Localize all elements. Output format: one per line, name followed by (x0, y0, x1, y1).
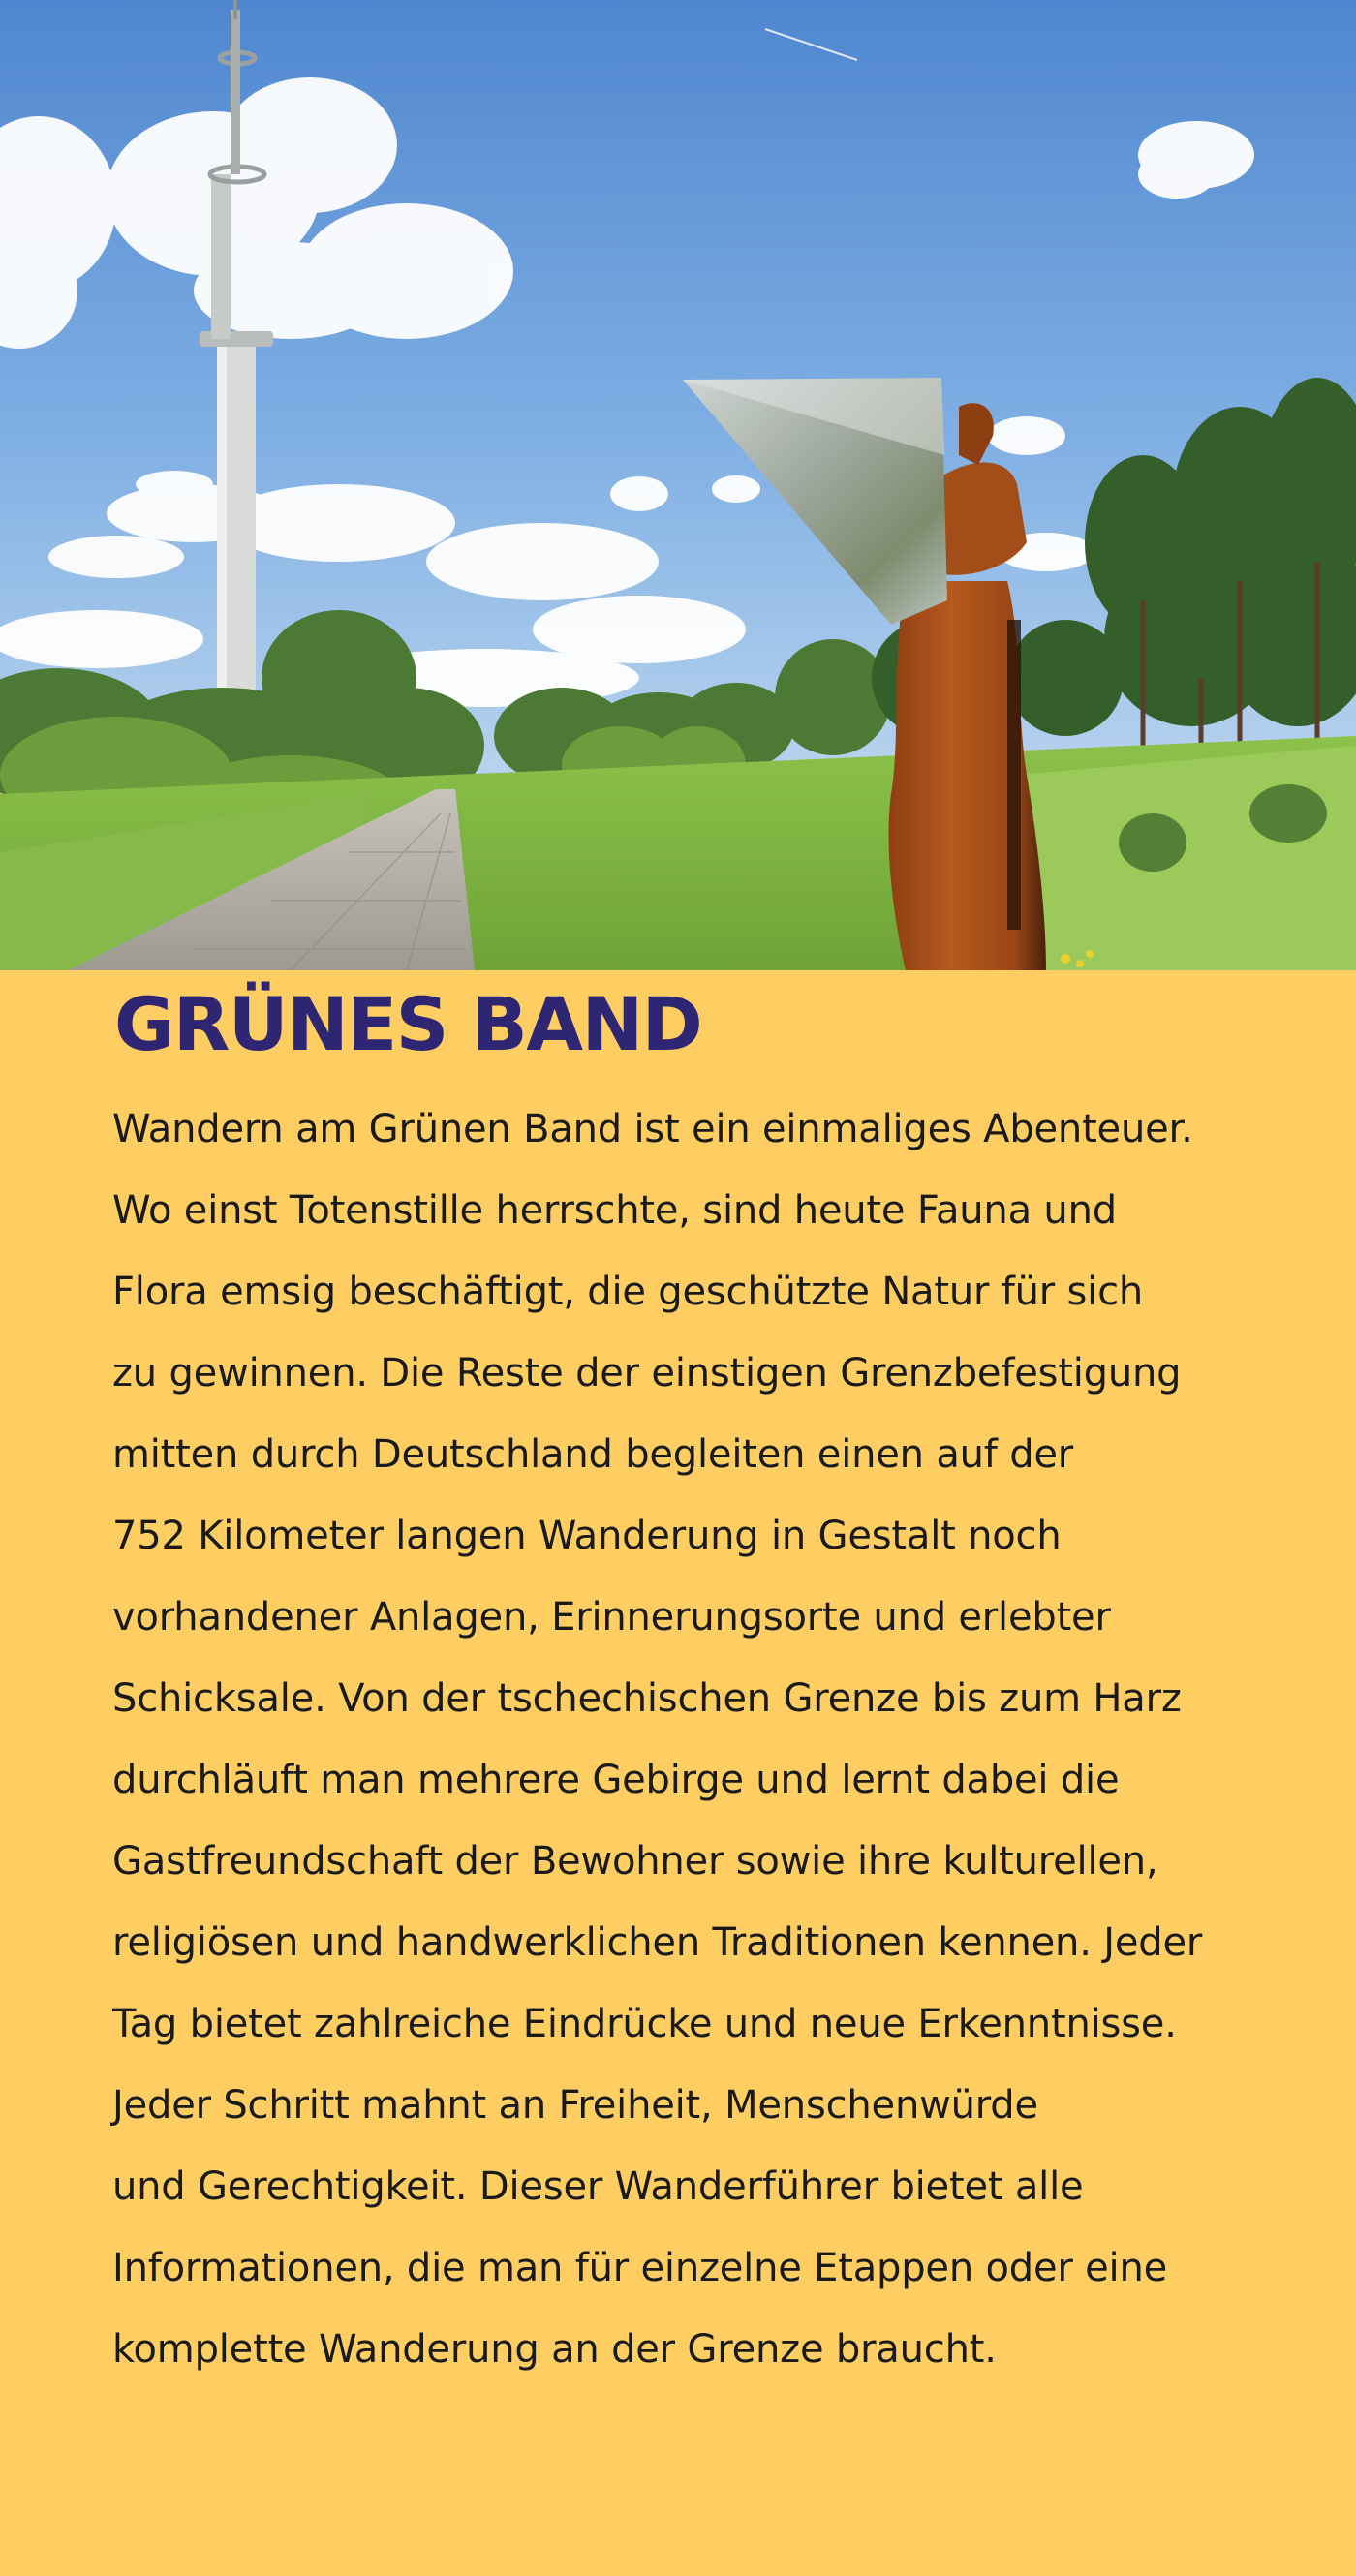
body-line: komplette Wanderung an der Grenze braucht. (112, 2327, 997, 2372)
body-line: Gastfreundschaft der Bewohner sowie ihre kulturellen, (112, 1839, 1158, 1884)
body-line: Jeder Schritt mahnt an Freiheit, Menschenwürde (112, 2083, 1038, 2128)
text-panel (0, 970, 1356, 2576)
body-line: mitten durch Deutschland begleiten einen auf der (112, 1432, 1074, 1477)
body-line: Schicksale. Von der tschechischen Grenze bis zum Harz (112, 1676, 1182, 1721)
body-line: Informationen, die man für einzelne Etappen oder eine (112, 2246, 1168, 2290)
body-line: Tag bietet zahlreiche Eindrücke und neue Erkenntnisse. (112, 2002, 1177, 2046)
body-line: religiösen und handwerklichen Traditionen kennen. Jeder (112, 1920, 1203, 1965)
body-line: Flora emsig beschäftigt, die geschützte Natur für sich (112, 1270, 1144, 1314)
body-line: durchläuft man mehrere Gebirge und lernt dabei die (112, 1758, 1120, 1802)
body-line: Wandern am Grünen Band ist ein einmaliges Abenteuer. (112, 1107, 1193, 1151)
page-title: GRÜNES BAND (114, 981, 702, 1067)
body-paragraph (112, 1089, 1323, 2390)
body-line: Wo einst Totenstille herrschte, sind heute Fauna und (112, 1188, 1117, 1233)
body-line: 752 Kilometer langen Wanderung in Gestalt noch (112, 1514, 1062, 1558)
body-line: vorhandener Anlagen, Erinnerungsorte und erlebter (112, 1595, 1111, 1640)
cover-photo (0, 0, 1356, 970)
body-line: zu gewinnen. Die Reste der einstigen Grenzbefestigung (112, 1351, 1182, 1395)
body-line: und Gerechtigkeit. Dieser Wanderführer bietet alle (112, 2164, 1084, 2209)
